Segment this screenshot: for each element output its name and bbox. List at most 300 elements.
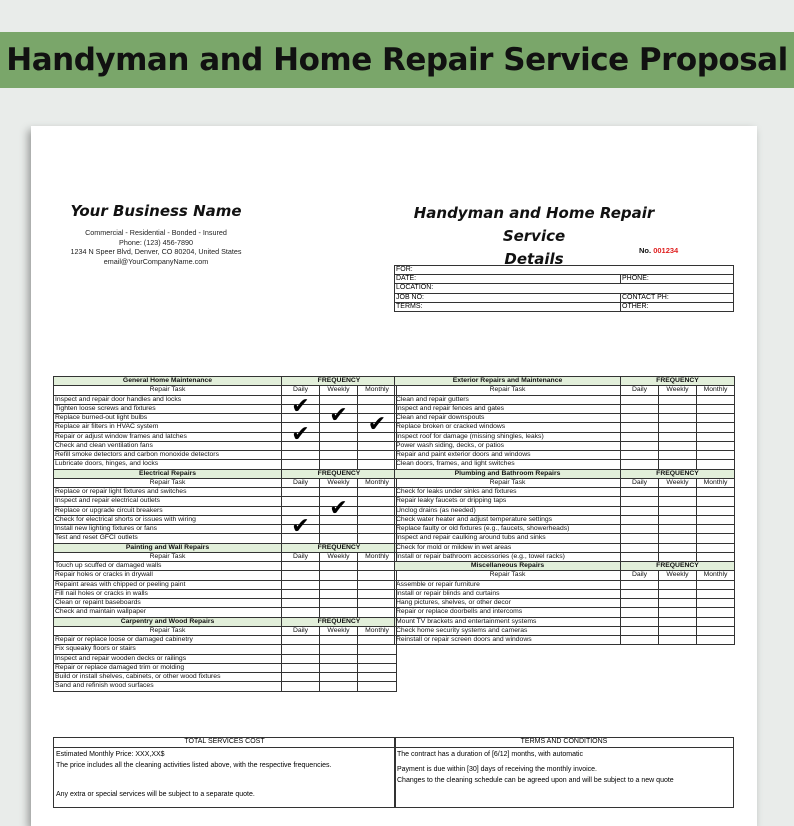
weekly-cell[interactable] [320,432,358,441]
section-title: General Home Maintenance [54,377,282,386]
monthly-cell[interactable] [358,525,397,534]
monthly-cell[interactable] [358,589,397,598]
weekly-cell[interactable] [659,617,697,626]
weekly-cell[interactable] [320,423,358,432]
daily-cell[interactable] [621,543,659,552]
daily-cell[interactable] [282,673,320,682]
task-label: Check for electrical shorts or issues with wiring [54,515,282,524]
daily-cell[interactable] [282,488,320,497]
monthly-header: Monthly [358,552,397,561]
task-row [54,589,397,598]
frequency-header: FREQUENCY [621,469,735,478]
weekly-cell[interactable] [320,495,358,521]
column-header-row [54,626,397,635]
task-row [54,506,397,515]
task-row [54,673,397,682]
daily-cell[interactable] [621,515,659,524]
task-row [54,580,397,589]
weekly-cell[interactable] [320,682,358,691]
daily-cell[interactable] [621,423,659,432]
task-label: Replace faulty or old fixtures (e.g., faucets, showerheads) [395,525,621,534]
task-row [54,451,397,460]
daily-cell[interactable] [282,441,320,450]
weekly-cell[interactable] [320,451,358,460]
task-label: Mount TV brackets and entertainment systems [395,617,621,626]
terms-table [394,737,734,808]
monthly-cell[interactable] [697,404,735,413]
monthly-cell[interactable] [697,414,735,423]
task-row [395,580,735,589]
task-row [395,497,735,506]
daily-cell[interactable] [621,451,659,460]
section-title: Plumbing and Bathroom Repairs [395,469,621,478]
task-label: Unclog drains (as needed) [395,506,621,515]
repair-task-header: Repair Task [395,571,621,580]
task-row [395,488,735,497]
weekly-cell[interactable] [659,543,697,552]
daily-cell[interactable] [282,589,320,598]
task-row [395,525,735,534]
weekly-cell[interactable] [320,663,358,672]
task-label: Replace air filters in HVAC system [54,423,282,432]
task-row [395,543,735,552]
task-label: Clean or repaint baseboards [54,599,282,608]
task-label: Power wash siding, decks, or patios [395,441,621,450]
monthly-cell[interactable] [358,395,397,404]
task-label: Assemble or repair furniture [395,580,621,589]
task-row [395,552,735,561]
document-title-line2: Details [504,250,564,268]
task-label: Repair and paint exterior doors and windows [395,451,621,460]
section-header-row [54,617,397,626]
monthly-cell[interactable] [358,645,397,654]
task-label: Clean and repair downspouts [395,414,621,423]
monthly-cell[interactable] [697,543,735,552]
document-title-line1: Handyman and Home Repair Service [413,204,655,245]
task-label: Hang pictures, shelves, or other decor [395,599,621,608]
column-header-row [54,478,397,487]
section-header-row [54,543,397,552]
frequency-header: FREQUENCY [282,617,397,626]
weekly-cell[interactable] [659,451,697,460]
monthly-cell[interactable] [358,636,397,645]
cost-extra: Any extra or special services will be subject to a separate quote. [56,791,255,798]
right-tasks-table [394,376,735,645]
daily-cell[interactable] [621,617,659,626]
weekly-cell[interactable] [659,580,697,589]
task-label: Inspect and repair fences and gates [395,404,621,413]
monthly-cell[interactable] [358,663,397,672]
weekly-header: Weekly [659,478,697,487]
task-row [54,460,397,469]
weekly-cell[interactable] [320,608,358,617]
daily-cell[interactable] [282,534,320,543]
task-label: Replace or repair light fixtures and switches [54,488,282,497]
document-number-label: No. [639,246,652,255]
task-label: Fill nail holes or cracks in walls [54,589,282,598]
weekly-cell[interactable] [320,654,358,663]
weekly-header: Weekly [659,386,697,395]
frequency-header: FREQUENCY [282,377,397,386]
cost-estimated: Estimated Monthly Price: XXX,XX$ [56,751,165,758]
repair-task-header: Repair Task [54,478,282,487]
task-row [54,645,397,654]
task-label: Replace or upgrade circuit breakers [54,506,282,515]
monthly-cell[interactable] [697,506,735,515]
task-label: Repair or replace damaged trim or molding [54,663,282,672]
monthly-cell[interactable] [358,412,397,438]
daily-cell[interactable] [621,497,659,506]
terms-line2: Payment is due within [30] days of receiving the monthly invoice. [397,766,597,773]
weekly-cell[interactable] [659,423,697,432]
monthly-cell[interactable] [358,562,397,571]
task-row [395,589,735,598]
field-location[interactable]: LOCATION: [395,284,734,293]
weekly-cell[interactable] [659,488,697,497]
monthly-header: Monthly [358,478,397,487]
task-row [54,599,397,608]
monthly-cell[interactable] [697,552,735,561]
frequency-header: FREQUENCY [621,377,735,386]
task-label: Clean doors, frames, and light switches [395,460,621,469]
weekly-header: Weekly [320,478,358,487]
daily-cell[interactable] [621,404,659,413]
monthly-header: Monthly [358,626,397,635]
column-header-row [395,386,735,395]
task-row [395,626,735,635]
monthly-cell[interactable] [697,599,735,608]
daily-cell[interactable] [282,460,320,469]
monthly-cell[interactable] [358,460,397,469]
weekly-header: Weekly [320,552,358,561]
monthly-cell[interactable] [358,506,397,515]
daily-cell[interactable] [282,654,320,663]
task-label: Reinstall or repair screen doors and windows [395,636,621,645]
daily-cell[interactable] [282,599,320,608]
monthly-cell[interactable] [697,515,735,524]
business-tagline: Commercial - Residential - Bonded - Insured [85,228,227,237]
weekly-cell[interactable] [320,599,358,608]
daily-cell[interactable] [282,421,320,447]
task-row [395,395,735,404]
daily-cell[interactable] [282,580,320,589]
daily-cell[interactable] [282,562,320,571]
task-label: Repair leaky faucets or dripping taps [395,497,621,506]
monthly-cell[interactable] [358,571,397,580]
section-title: Painting and Wall Repairs [54,543,282,552]
task-label: Check and maintain wallpaper [54,608,282,617]
repair-task-header: Repair Task [54,386,282,395]
repair-task-header: Repair Task [395,478,621,487]
weekly-cell[interactable] [659,589,697,598]
task-label: Check water heater and adjust temperature settings [395,515,621,524]
task-row [395,617,735,626]
task-row [395,608,735,617]
task-row [395,515,735,524]
daily-cell[interactable] [621,488,659,497]
checkmark-icon: ✔ [329,403,348,429]
monthly-cell[interactable] [358,534,397,543]
daily-cell[interactable] [621,395,659,404]
task-label: Repair or adjust window frames and latches [54,432,282,441]
task-row [54,608,397,617]
daily-cell[interactable] [621,414,659,423]
task-row [54,663,397,672]
weekly-cell[interactable] [320,673,358,682]
section-title: Electrical Repairs [54,469,282,478]
daily-cell[interactable] [282,514,320,540]
weekly-cell[interactable] [659,432,697,441]
monthly-cell[interactable] [358,580,397,589]
section-header-row [395,469,735,478]
task-label: Check and clean ventilation fans [54,441,282,450]
monthly-cell[interactable] [697,395,735,404]
daily-cell[interactable] [621,506,659,515]
weekly-cell[interactable] [659,552,697,561]
checkmark-icon: ✔ [291,421,310,447]
weekly-cell[interactable] [659,534,697,543]
task-label: Refill smoke detectors and carbon monoxide detectors [54,451,282,460]
daily-cell[interactable] [282,451,320,460]
monthly-cell[interactable] [697,423,735,432]
task-label: Inspect and repair door handles and locks [54,395,282,404]
repair-task-header: Repair Task [395,386,621,395]
weekly-cell[interactable] [659,460,697,469]
task-label: Replace burned-out light bulbs [54,414,282,423]
business-name: Your Business Name [70,202,242,220]
weekly-cell[interactable] [659,506,697,515]
frequency-header: FREQUENCY [282,469,397,478]
monthly-cell[interactable] [358,497,397,506]
monthly-cell[interactable] [358,673,397,682]
business-address: 1234 N Speer Blvd, Denver, CO 80204, United States [70,247,242,257]
weekly-cell[interactable] [320,534,358,543]
task-label: Check home security systems and cameras [395,626,621,635]
monthly-cell[interactable] [697,534,735,543]
weekly-cell[interactable] [320,580,358,589]
daily-cell[interactable] [621,626,659,635]
section-header-row [395,562,735,571]
repair-task-header: Repair Task [54,626,282,635]
task-row [54,515,397,524]
weekly-cell[interactable] [320,515,358,524]
task-label: Build or install shelves, cabinets, or other wood fixtures [54,673,282,682]
daily-cell[interactable] [621,589,659,598]
weekly-cell[interactable] [659,395,697,404]
daily-header: Daily [621,386,659,395]
monthly-cell[interactable] [358,451,397,460]
weekly-header: Weekly [659,571,697,580]
monthly-cell[interactable] [697,432,735,441]
monthly-cell[interactable] [697,608,735,617]
monthly-cell[interactable] [697,497,735,506]
daily-header: Daily [282,478,320,487]
monthly-cell[interactable] [697,589,735,598]
monthly-cell[interactable] [358,682,397,691]
checkmark-icon: ✔ [367,412,387,438]
weekly-cell[interactable] [659,497,697,506]
task-row [54,423,397,432]
weekly-cell[interactable] [320,562,358,571]
task-row [54,636,397,645]
daily-cell[interactable] [282,663,320,672]
daily-cell[interactable] [282,608,320,617]
task-row [395,506,735,515]
weekly-cell[interactable] [320,525,358,534]
weekly-cell[interactable] [320,403,358,429]
daily-cell[interactable] [282,571,320,580]
section-header-row [395,377,735,386]
field-other[interactable]: OTHER: [621,302,734,311]
task-label: Test and reset GFCI outlets [54,534,282,543]
section-title: Exterior Repairs and Maintenance [395,377,621,386]
column-header-row [395,571,735,580]
monthly-cell[interactable] [697,441,735,450]
column-header-row [54,552,397,561]
daily-cell[interactable] [282,497,320,506]
daily-cell[interactable] [621,441,659,450]
task-row [395,414,735,423]
daily-cell[interactable] [621,580,659,589]
task-row [54,525,397,534]
daily-cell[interactable] [282,645,320,654]
monthly-cell[interactable] [358,608,397,617]
proposal-sheet [31,126,757,826]
task-label: Repair or replace doorbells and intercoms [395,608,621,617]
daily-cell[interactable] [621,636,659,645]
weekly-cell[interactable] [320,645,358,654]
weekly-cell[interactable] [659,636,697,645]
weekly-cell[interactable] [320,571,358,580]
field-job-no[interactable]: JOB NO: [395,293,621,302]
monthly-cell[interactable] [697,626,735,635]
task-label: Install or repair blinds and curtains [395,589,621,598]
task-label: Fix squeaky floors or stairs [54,645,282,654]
task-label: Repaint areas with chipped or peeling paint [54,580,282,589]
task-row [395,636,735,645]
monthly-cell[interactable] [697,636,735,645]
task-label: Check for leaks under sinks and fixtures [395,488,621,497]
daily-cell[interactable] [621,534,659,543]
terms-line1: The contract has a duration of [6/12] months, with automatic [397,751,583,758]
daily-cell[interactable] [621,460,659,469]
daily-cell[interactable] [282,394,320,420]
column-header-row [54,386,397,395]
cost-header: TOTAL SERVICES COST [54,738,396,748]
daily-header: Daily [282,626,320,635]
monthly-cell[interactable] [697,451,735,460]
monthly-cell[interactable] [697,617,735,626]
weekly-cell[interactable] [659,599,697,608]
daily-header: Daily [282,552,320,561]
monthly-cell[interactable] [697,460,735,469]
task-row [395,423,735,432]
monthly-cell[interactable] [358,432,397,441]
task-row [395,451,735,460]
field-contact-ph[interactable]: CONTACT PH: [621,293,734,302]
total-cost-table [53,737,396,808]
daily-cell[interactable] [621,599,659,608]
business-email: email@YourCompanyName.com [103,256,209,266]
daily-header: Daily [621,571,659,580]
document-number [639,246,678,255]
task-row [54,571,397,580]
checkmark-icon: ✔ [329,495,348,521]
monthly-header: Monthly [697,386,735,395]
daily-header: Daily [282,386,320,395]
monthly-header: Monthly [697,571,735,580]
task-row [395,432,735,441]
checkmark-icon: ✔ [291,394,310,420]
task-label: Install or repair bathroom accessories (e.g., towel racks) [395,552,621,561]
task-row [54,562,397,571]
weekly-cell[interactable] [659,441,697,450]
field-for[interactable]: FOR: [395,266,734,275]
monthly-cell[interactable] [358,488,397,497]
weekly-cell[interactable] [659,515,697,524]
weekly-cell[interactable] [659,525,697,534]
task-label: Repair holes or cracks in drywall [54,571,282,580]
field-terms[interactable]: TERMS: [395,302,621,311]
monthly-cell[interactable] [697,525,735,534]
monthly-cell[interactable] [697,580,735,589]
weekly-header: Weekly [320,626,358,635]
column-header-row [395,478,735,487]
weekly-cell[interactable] [659,626,697,635]
weekly-cell[interactable] [320,589,358,598]
weekly-header: Weekly [320,386,358,395]
daily-cell[interactable] [621,525,659,534]
weekly-cell[interactable] [320,441,358,450]
weekly-cell[interactable] [320,460,358,469]
daily-cell[interactable] [621,552,659,561]
weekly-cell[interactable] [659,414,697,423]
task-label: Inspect and repair wooden decks or railings [54,654,282,663]
monthly-cell[interactable] [358,599,397,608]
weekly-cell[interactable] [659,404,697,413]
daily-cell[interactable] [621,432,659,441]
monthly-header: Monthly [697,478,735,487]
task-label: Lubricate doors, hinges, and locks [54,460,282,469]
task-row [54,654,397,663]
section-title: Carpentry and Wood Repairs [54,617,282,626]
daily-cell[interactable] [282,636,320,645]
task-row [54,534,397,543]
monthly-cell[interactable] [697,488,735,497]
title-banner [0,32,794,88]
task-label: Clean and repair gutters [395,395,621,404]
cost-note: The price includes all the cleaning activities listed above, with the respective frequencies. [56,762,332,769]
monthly-cell[interactable] [358,515,397,524]
task-row [395,441,735,450]
daily-cell[interactable] [621,608,659,617]
field-phone[interactable]: PHONE: [621,275,734,284]
field-date[interactable]: DATE: [395,275,621,284]
monthly-cell[interactable] [358,654,397,663]
task-label: Tighten loose screws and fixtures [54,404,282,413]
monthly-cell[interactable] [358,441,397,450]
weekly-cell[interactable] [659,608,697,617]
task-row [54,441,397,450]
task-row [395,599,735,608]
business-phone: Phone: (123) 456-7890 [119,237,193,247]
checkmark-icon: ✔ [291,514,310,540]
left-tasks-table [53,376,397,692]
banner-title: Handyman and Home Repair Service Proposal [6,42,788,78]
daily-cell[interactable] [282,682,320,691]
document-number-value: 001234 [653,246,679,255]
weekly-cell[interactable] [320,636,358,645]
